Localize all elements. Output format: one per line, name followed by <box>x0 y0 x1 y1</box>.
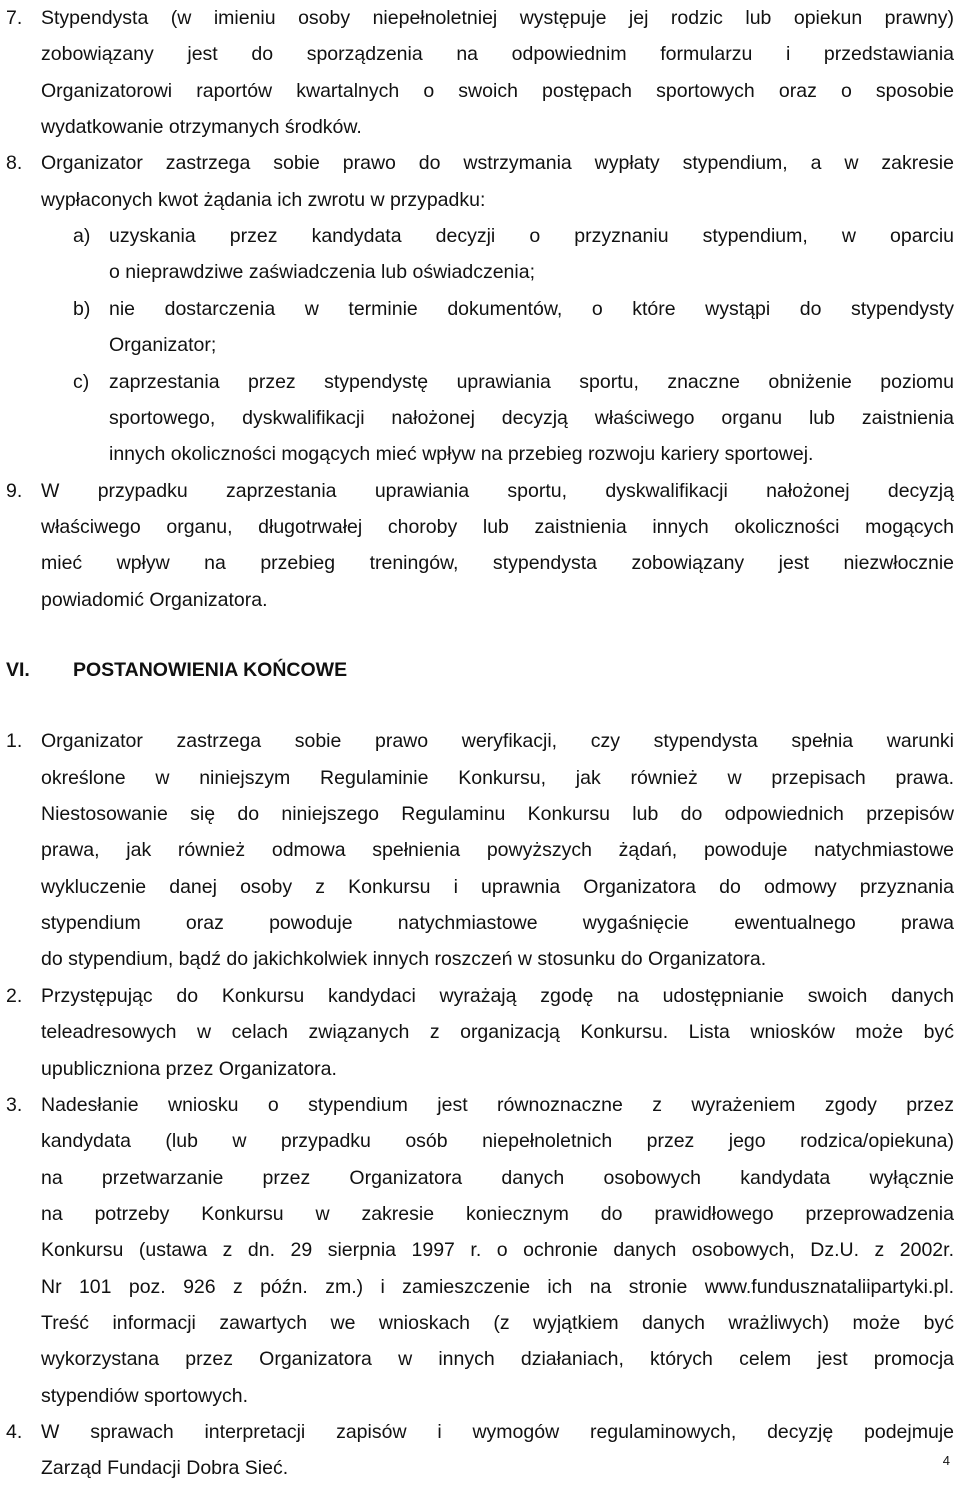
final-3-line: stypendiów sportowych. <box>41 1384 249 1407</box>
final-3-line: wykorzystana przez Organizatora w innych działaniach, których celem jest promocja <box>41 1348 954 1371</box>
section-heading-title: POSTANOWIENIA KOŃCOWE <box>73 659 348 682</box>
section-8-line: Organizator zastrzega sobie prawo do wstrzymania wypłaty stypendium, a w zakresie <box>41 152 954 175</box>
subitem-line: o nieprawdziwe zaświadczenia lub oświadczenia; <box>109 261 535 284</box>
final-2-number: 2. <box>6 984 23 1007</box>
final-3-line: na potrzeby Konkursu w zakresie koniecznym do prawidłowego przeprowadzenia <box>41 1202 954 1225</box>
section-7-line: Organizatorowi raportów kwartalnych o swoich postępach sportowych oraz o sposobie <box>41 79 954 102</box>
final-1-number: 1. <box>6 730 23 753</box>
section-heading-number: VI. <box>6 659 30 682</box>
subitem-line: sportowego, dyskwalifikacji nałożonej decyzją właściwego organu lub zaistnienia <box>109 406 954 429</box>
subitem-line: innych okoliczności mogących mieć wpływ na przebieg rozwoju kariery sportowej. <box>109 443 814 466</box>
final-3-line: Konkursu (ustawa z dn. 29 sierpnia 1997 r. o ochronie danych osobowych, Dz.U. z 2002r. <box>41 1239 954 1262</box>
final-1-line: określone w niniejszym Regulaminie Konkursu, jak również w przepisach prawa. <box>41 766 954 789</box>
section-7-line: Stypendysta (w imieniu osoby niepełnoletniej występuje jej rodzic lub opiekun prawny) <box>41 7 954 29</box>
section-9-line: powiadomić Organizatora. <box>41 588 268 611</box>
final-1-line: do stypendium, bądź do jakichkolwiek innych roszczeń w stosunku do Organizatora. <box>41 948 767 971</box>
final-3-line: kandydata (lub w przypadku osób niepełnoletnich przez jego rodzica/opiekuna) <box>41 1130 954 1153</box>
final-1-line: stypendium oraz powoduje natychmiastowe wygaśnięcie ewentualnego prawa <box>41 912 954 935</box>
page-number: 4 <box>942 1453 950 1468</box>
section-8-line: wypłaconych kwot żądania ich zwrotu w przypadku: <box>41 188 486 211</box>
section-7-line: zobowiązany jest do sporządzenia na odpowiednim formularzu i przedstawiania <box>41 43 954 66</box>
final-4-line: W sprawach interpretacji zapisów i wymogów regulaminowych, decyzję podejmuje <box>41 1421 954 1443</box>
section-7-number: 7. <box>6 7 23 29</box>
section-9-line: właściwego organu, długotrwałej choroby lub zaistnienia innych okoliczności mogących <box>41 515 954 538</box>
final-3-line: Nr 101 poz. 926 z późn. zm.) i zamieszczenie ich na stronie www.fundusznataliipartyki.pl. <box>41 1275 954 1298</box>
subitem-label: c) <box>73 370 90 393</box>
section-7-line: wydatkowanie otrzymanych środków. <box>41 116 362 139</box>
final-2-line: Przystępując do Konkursu kandydaci wyrażają zgodę na udostępnianie swoich danych <box>41 984 954 1007</box>
final-3-number: 3. <box>6 1093 23 1116</box>
subitem-label: a) <box>73 225 91 248</box>
subitem-line: uzyskania przez kandydata decyzji o przyznaniu stypendium, w oparciu <box>109 225 954 248</box>
section-9-line: W przypadku zaprzestania uprawiania sportu, dyskwalifikacji nałożonej decyzją <box>41 479 954 502</box>
final-4-line: Zarząd Fundacji Dobra Sieć. <box>41 1457 289 1480</box>
final-2-line: upubliczniona przez Organizatora. <box>41 1057 337 1080</box>
final-2-line: teleadresowych w celach związanych z organizacją Konkursu. Lista wniosków może być <box>41 1021 954 1044</box>
section-8-number: 8. <box>6 152 23 175</box>
final-4-number: 4. <box>6 1421 23 1443</box>
section-9-line: mieć wpływ na przebieg treningów, stypendysta zobowiązany jest niezwłocznie <box>41 552 954 575</box>
subitem-line: Organizator; <box>109 334 217 357</box>
final-3-line: na przetwarzanie przez Organizatora danych osobowych kandydata wyłącznie <box>41 1166 954 1189</box>
final-1-line: Organizator zastrzega sobie prawo weryfikacji, czy stypendysta spełnia warunki <box>41 730 954 753</box>
final-1-line: Niestosowanie się do niniejszego Regulaminu Konkursu lub do odpowiednich przepisów <box>41 803 954 826</box>
section-9-number: 9. <box>6 479 23 502</box>
final-1-line: prawa, jak również odmowa spełnienia powyższych żądań, powoduje natychmiastowe <box>41 839 954 862</box>
subitem-line: zaprzestania przez stypendystę uprawiania sportu, znaczne obniżenie poziomu <box>109 370 954 393</box>
final-3-line: Treść informacji zawartych we wnioskach (z wyjątkiem danych wrażliwych) może być <box>41 1311 954 1334</box>
subitem-line: nie dostarczenia w terminie dokumentów, o które wystąpi do stypendysty <box>109 297 954 320</box>
final-3-line: Nadesłanie wniosku o stypendium jest równoznaczne z wyrażeniem zgody przez <box>41 1093 954 1116</box>
final-1-line: wykluczenie danej osoby z Konkursu i uprawnia Organizatora do odmowy przyznania <box>41 875 954 898</box>
subitem-label: b) <box>73 297 91 320</box>
